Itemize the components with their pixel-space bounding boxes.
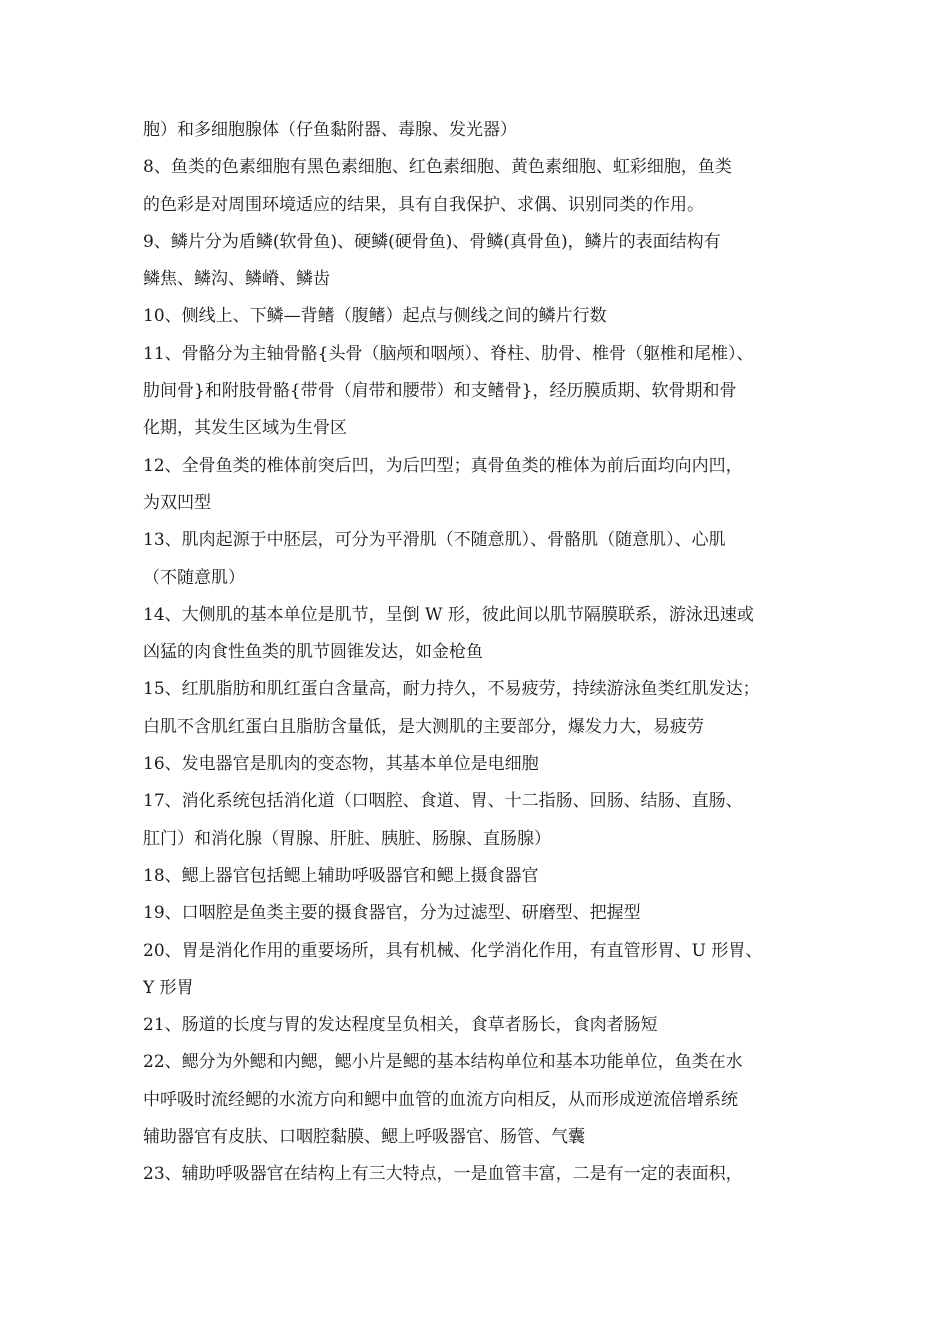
text-line: 22、鳃分为外鳃和内鳃，鳃小片是鳃的基本结构单位和基本功能单位，鱼类在水: [143, 1052, 743, 1073]
text-line: Y 形胃: [143, 977, 194, 998]
text-line: 中呼吸时流经鳃的水流方向和鳃中血管的血流方向相反，从而形成逆流倍增系统: [143, 1089, 738, 1110]
text-line: 肋间骨}和附肢骨骼{带骨（肩带和腰带）和支鳍骨}，经历膜质期、软骨期和骨: [143, 381, 737, 402]
text-line: 19、口咽腔是鱼类主要的摄食器官，分为过滤型、研磨型、把握型: [143, 903, 641, 924]
text-line: 辅助器官有皮肤、口咽腔黏膜、鳃上呼吸器官、肠管、气囊: [143, 1127, 585, 1148]
text-line: 为双凹型: [143, 492, 211, 513]
text-line: 21、肠道的长度与胃的发达程度呈负相关，食草者肠长，食肉者肠短: [143, 1015, 658, 1036]
text-line: 9、鳞片分为盾鳞(软骨鱼)、硬鳞(硬骨鱼)、骨鳞(真骨鱼)，鳞片的表面结构有: [143, 231, 721, 252]
text-line: 化期，其发生区域为生骨区: [143, 418, 347, 439]
text-line: 肛门）和消化腺（胃腺、肝脏、胰脏、肠腺、直肠腺）: [143, 828, 551, 849]
text-line: 12、全骨鱼类的椎体前突后凹，为后凹型；真骨鱼类的椎体为前后面均向内凹，: [143, 455, 743, 476]
text-line: 23、辅助呼吸器官在结构上有三大特点，一是血管丰富，二是有一定的表面积，: [143, 1164, 743, 1185]
text-line: 13、肌肉起源于中胚层，可分为平滑肌（不随意肌）、骨骼肌（随意肌）、心肌: [143, 530, 726, 551]
text-line: 胞）和多细胞腺体（仔鱼黏附器、毒腺、发光器）: [143, 120, 517, 140]
text-line: 白肌不含肌红蛋白且脂肪含量低，是大测肌的主要部分，爆发力大，易疲劳: [143, 716, 704, 737]
text-line: 20、胃是消化作用的重要场所，具有机械、化学消化作用，有直管形胃、U 形胃、: [143, 940, 763, 961]
document-body: [143, 112, 813, 1194]
text-line: 15、红肌脂肪和肌红蛋白含量高，耐力持久，不易疲劳，持续游泳鱼类红肌发达；: [143, 679, 760, 700]
text-line: （不随意肌）: [143, 567, 245, 588]
text-line: 鳞焦、鳞沟、鳞嵴、鳞齿: [143, 269, 330, 290]
text-line: 14、大侧肌的基本单位是肌节，呈倒 W 形，彼此间以肌节隔膜联系，游泳迅速或: [143, 604, 754, 625]
text-line: 10、侧线上、下鳞—背鳍（腹鳍）起点与侧线之间的鳞片行数: [143, 306, 607, 327]
text-line: 的色彩是对周围环境适应的结果，具有自我保护、求偶、识别同类的作用。: [143, 194, 704, 215]
text-line: 11、骨骼分为主轴骨骼{头骨（脑颅和咽颅）、脊柱、肋骨、椎骨（躯椎和尾椎）、: [143, 343, 754, 364]
text-line: 17、消化系统包括消化道（口咽腔、食道、胃、十二指肠、回肠、结肠、直肠、: [143, 791, 743, 812]
text-line: 8、鱼类的色素细胞有黑色素细胞、红色素细胞、黄色素细胞、虹彩细胞，鱼类: [143, 157, 732, 178]
text-line: 18、鳃上器官包括鳃上辅助呼吸器官和鳃上摄食器官: [143, 865, 539, 886]
text-line: 16、发电器官是肌肉的变态物，其基本单位是电细胞: [143, 754, 539, 775]
text-line: 凶猛的肉食性鱼类的肌节圆锥发达，如金枪鱼: [143, 642, 483, 663]
